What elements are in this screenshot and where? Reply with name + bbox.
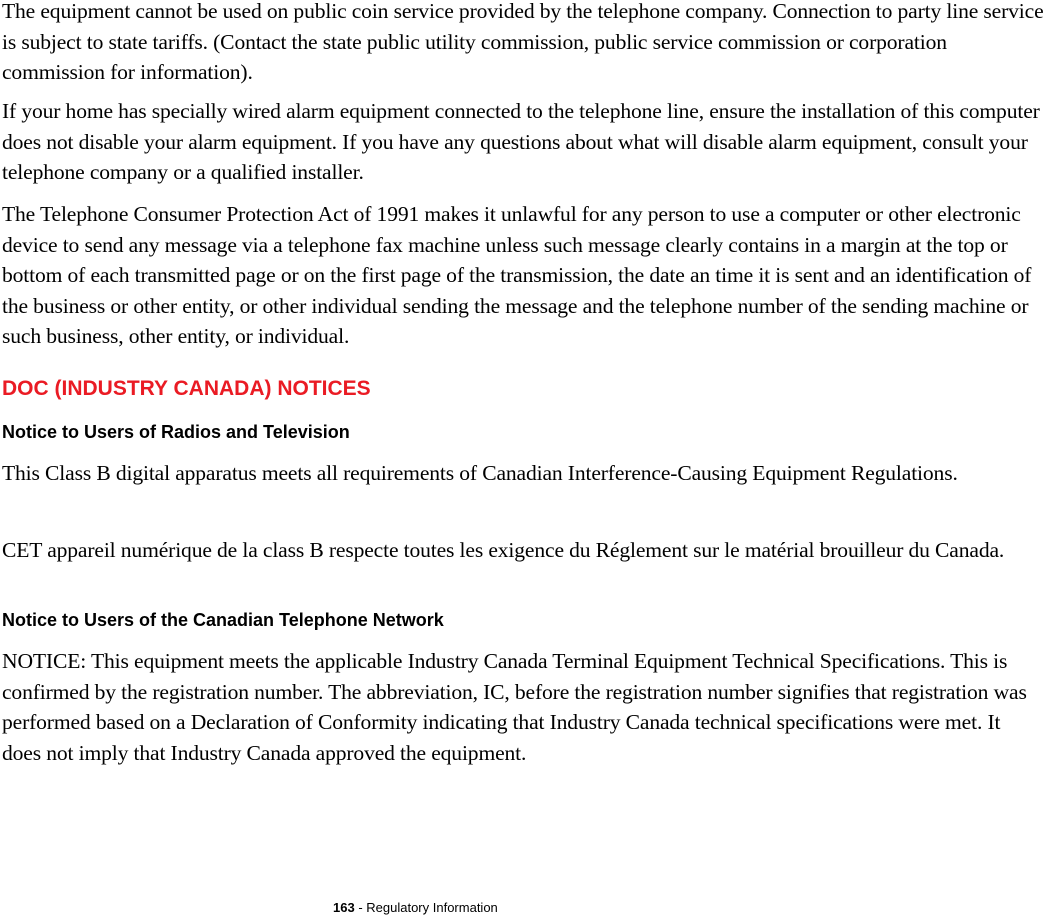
- paragraph-alarm-equipment: If your home has specially wired alarm equipment connected to the telephone line, ensure the installation of this computer does not disable your alarm equipment. If you have any questions about what will disable alarm equipment, consult your telephone company or a qualified installer.: [2, 99, 1040, 184]
- paragraph-class-b-french: CET appareil numérique de la class B respecte toutes les exigence du Réglement sur le matérial brouilleur du Canada.: [2, 538, 1005, 562]
- sub-heading-telephone-network: Notice to Users of the Canadian Telephone Network: [2, 610, 444, 630]
- paragraph-consumer-protection-act: The Telephone Consumer Protection Act of 1991 makes it unlawful for any person to use a computer or other electronic device to send any message via a telephone fax machine unless such message clearly contains in a margin at the top or bottom of each transmitted page or on the first page of the transmission, the date an time it is sent and an identification of the business or other entity, or other individual sending the message and the telephone number of the sending machine or such business, other entity, or individual.: [2, 202, 1032, 348]
- section-heading-doc-notices: DOC (INDUSTRY CANADA) NOTICES: [2, 377, 371, 400]
- paragraph-coin-service: The equipment cannot be used on public coin service provided by the telephone company. Connection to party line service is subject to state tariffs. (Contact the state public utility commission, public service commission or corporation commission for information).: [2, 0, 1044, 84]
- footer-page-number: 163: [333, 900, 355, 915]
- page-footer: [333, 900, 498, 916]
- paragraph-ic-notice: NOTICE: This equipment meets the applicable Industry Canada Terminal Equipment Technical Specifications. This is confirmed by the registration number. The abbreviation, IC, before the registration number signifies that registration was performed based on a Declaration of Conformity indicating that Industry Canada technical specifications were met. It does not imply that Industry Canada approved the equipment.: [2, 649, 1027, 765]
- footer-separator: -: [354, 900, 367, 915]
- sub-heading-radios-television: Notice to Users of Radios and Television: [2, 422, 350, 442]
- paragraph-class-b-english: This Class B digital apparatus meets all requirements of Canadian Interference-Causing Equipment Regulations.: [2, 461, 958, 485]
- footer-section-title: Regulatory Information: [366, 900, 498, 915]
